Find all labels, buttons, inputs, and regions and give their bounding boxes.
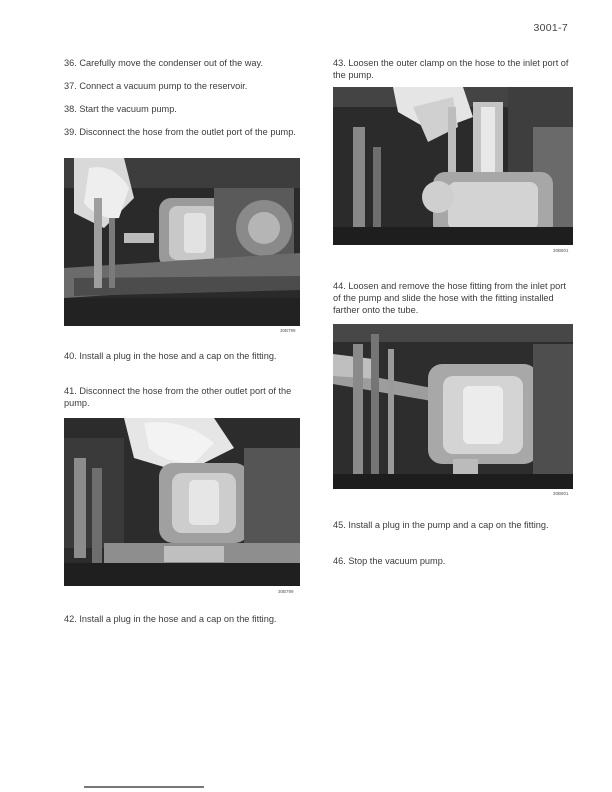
- step-44: 44. Loosen and remove the hose fitting from the inlet port of the pump and slide the hose with the fitting installed farther onto the tube.: [333, 281, 566, 315]
- step-45: 45. Install a plug in the pump and a cap on the fitting.: [333, 520, 549, 530]
- photo-remove-hose-fitting: [333, 324, 573, 489]
- step-41: 41. Disconnect the hose from the other outlet port of the pump.: [64, 386, 292, 408]
- step-39: 39. Disconnect the hose from the outlet port of the pump.: [64, 127, 296, 137]
- footer-rule: [84, 786, 204, 788]
- photo-disconnect-outlet-hose: [64, 158, 300, 326]
- photo-4-id: 30B801: [553, 491, 569, 496]
- step-38: 38. Start the vacuum pump.: [64, 104, 177, 114]
- step-36: 36. Carefully move the condenser out of the way.: [64, 58, 264, 68]
- page-number: 3001-7: [533, 22, 568, 34]
- step-37: 37. Connect a vacuum pump to the reservoir.: [64, 81, 248, 91]
- photo-disconnect-other-outlet-hose: [64, 418, 300, 586]
- photo-3-id: 30B801: [553, 248, 569, 253]
- step-43: 43. Loosen the outer clamp on the hose to the inlet port of the pump.: [333, 58, 569, 80]
- photo-loosen-outer-clamp: [333, 87, 573, 245]
- photo-2-id: 30B799: [278, 589, 294, 594]
- step-42: 42. Install a plug in the hose and a cap on the fitting.: [64, 614, 277, 624]
- photo-1-id: 30B799: [280, 328, 296, 333]
- step-40: 40. Install a plug in the hose and a cap on the fitting.: [64, 351, 277, 361]
- step-46: 46. Stop the vacuum pump.: [333, 556, 446, 566]
